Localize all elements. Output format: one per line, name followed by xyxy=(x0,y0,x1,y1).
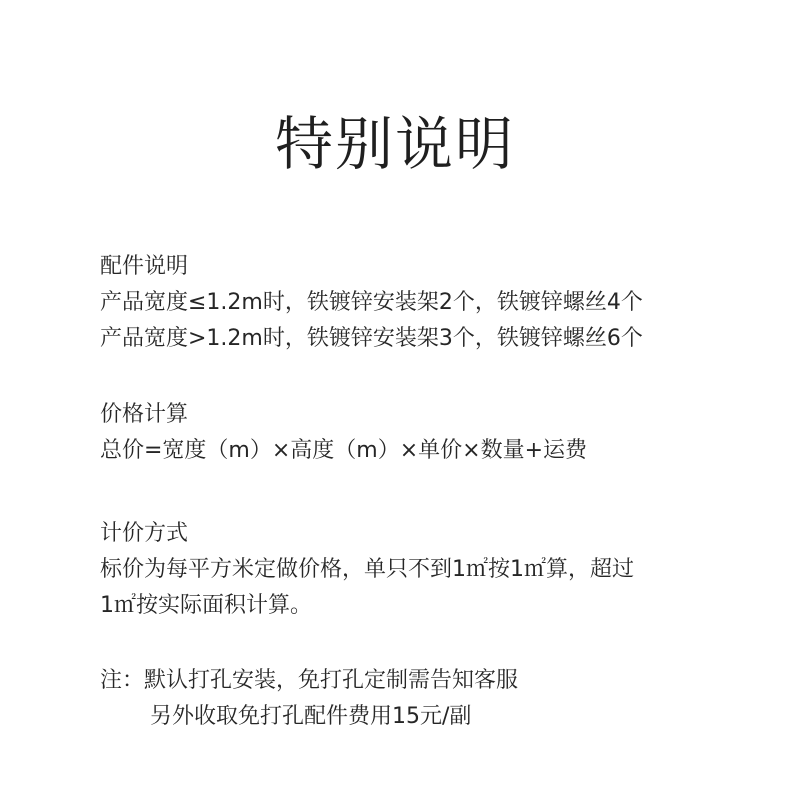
parts-line-2: 产品宽度>1.2m时，铁镀锌安装架3个，铁镀锌螺丝6个 xyxy=(100,326,643,351)
note-line-2: 另外收取免打孔配件费用15元/副 xyxy=(150,704,472,729)
pricing-method-heading: 计价方式 xyxy=(100,521,189,546)
note-line-1: 注：默认打孔安装，免打孔定制需告知客服 xyxy=(100,668,519,693)
pricing-method-line-2: 1㎡按实际面积计算。 xyxy=(100,593,312,618)
parts-heading: 配件说明 xyxy=(100,254,189,279)
parts-line-1: 产品宽度≤1.2m时，铁镀锌安装架2个，铁镀锌螺丝4个 xyxy=(100,290,643,315)
page-title: 特别说明 xyxy=(274,110,515,178)
parts-section xyxy=(100,249,760,357)
note-section xyxy=(100,663,760,735)
pricing-method-line-1: 标价为每平方米定做价格，单只不到1㎡按1㎡算，超过 xyxy=(100,557,634,582)
price-section xyxy=(100,397,760,469)
price-formula: 总价=宽度（m）×高度（m）×单价×数量+运费 xyxy=(100,438,588,463)
price-heading: 价格计算 xyxy=(100,402,189,427)
pricing-method-section xyxy=(100,516,760,624)
